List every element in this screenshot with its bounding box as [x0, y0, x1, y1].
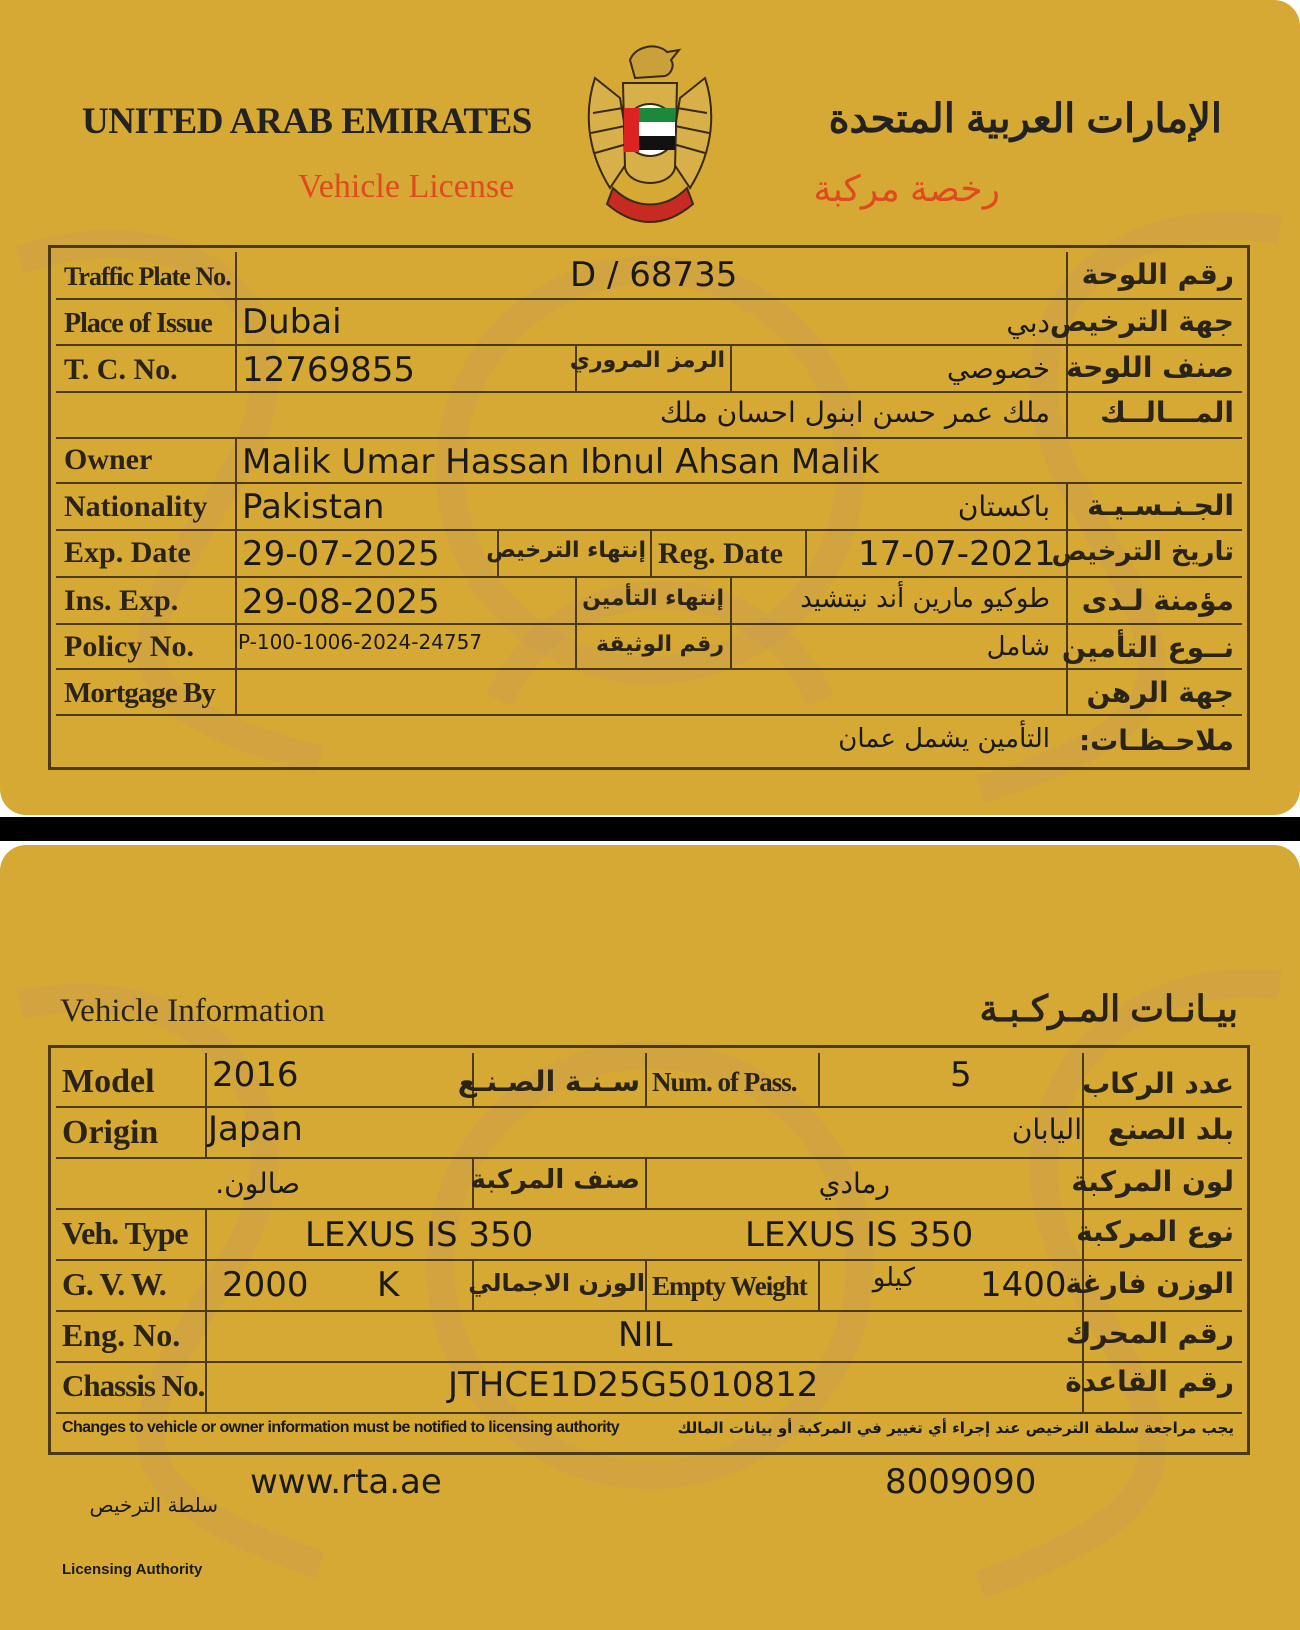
- exp-date-value: 29-07-2025: [242, 534, 440, 574]
- tc-value: 12769855: [242, 350, 416, 390]
- authority-en: Licensing Authority: [62, 1561, 203, 1578]
- passengers-label-ar: عدد الركاب: [1082, 1067, 1234, 1100]
- ins-type-label-ar: نــوع التأمين: [1061, 631, 1234, 664]
- model-value: 2016: [212, 1055, 299, 1095]
- vehicle-info-title-ar: بيـانـات المـركـبـة: [979, 988, 1238, 1029]
- nationality-value-ar: باكستان: [957, 490, 1050, 523]
- chassis-label-ar: رقم القاعدة: [1065, 1365, 1234, 1398]
- empty-weight-label-en: Empty Weight: [652, 1271, 807, 1301]
- exp-date-label-ar: إنتهاء الترخيص: [486, 538, 646, 563]
- nationality-label-ar: الجـنـسـيـة: [1087, 489, 1234, 522]
- gvw-value: 2000: [222, 1265, 309, 1305]
- empty-weight-unit-ar: كيلو: [872, 1263, 915, 1293]
- reg-date-value: 17-07-2021: [858, 534, 1056, 574]
- vehicle-info-title-en: Vehicle Information: [60, 993, 325, 1029]
- origin-label-en: Origin: [62, 1114, 159, 1151]
- notice-ar: يجب مراجعة سلطة الترخيص عند إجراء أي تغيير في المركبة أو بيانات المالك: [677, 1419, 1234, 1437]
- passengers-value: 5: [950, 1055, 972, 1095]
- license-back: [0, 845, 1300, 1630]
- nationality-label-en: Nationality: [64, 490, 208, 523]
- plate-label-ar: رقم اللوحة: [1081, 258, 1234, 291]
- vehicle-type-label-ar: نوع المركبة: [1076, 1215, 1234, 1248]
- plate-class-value-ar: خصوصي: [946, 352, 1050, 385]
- origin-label-ar: بلد الصنع: [1107, 1113, 1234, 1146]
- mortgage-label-ar: جهة الرهن: [1086, 676, 1234, 709]
- engine-label-en: Eng. No.: [62, 1317, 181, 1353]
- gvw-unit: K: [377, 1265, 400, 1305]
- insurer-value-ar: طوكيو مارين أند نيتشيد: [800, 584, 1050, 614]
- issue-label-ar: جهة الترخيص: [1049, 305, 1234, 338]
- owner-value-en: Malik Umar Hassan Ibnul Ahsan Malik: [242, 442, 880, 482]
- reg-date-label-en: Reg. Date: [658, 537, 783, 570]
- authority-ar: سلطة الترخيص: [89, 1493, 218, 1517]
- policy-label-en: Policy No.: [64, 630, 194, 663]
- empty-weight-label-ar: الوزن فارغة: [1065, 1267, 1234, 1300]
- owner-label-ar: المـــالــك: [1100, 396, 1234, 429]
- vehicle-type-label-en: Veh. Type: [62, 1215, 188, 1251]
- policy-value: P-100-1006-2024-24757: [238, 630, 483, 654]
- tc-label-en: T. C. No.: [64, 353, 178, 386]
- uae-falcon-emblem-icon: [575, 38, 725, 228]
- document-title-en: Vehicle License: [298, 168, 515, 205]
- policy-label-ar: رقم الوثيقة: [596, 632, 724, 657]
- origin-value-en: Japan: [208, 1109, 303, 1149]
- model-label-en: Model: [62, 1063, 155, 1100]
- vehicle-class-value-ar: صالون.: [215, 1167, 300, 1200]
- website-link[interactable]: www.rta.ae: [250, 1462, 442, 1502]
- vehicle-class-label-ar: صنف المركبة: [470, 1165, 640, 1195]
- vehicle-color-value-ar: رمادي: [818, 1167, 890, 1200]
- insurer-label-ar: مؤمنة لـدى: [1081, 584, 1234, 617]
- reg-date-label-ar: تاريخ الترخيص: [1051, 537, 1234, 567]
- remarks-label-ar: ملاحـظـات:: [1078, 724, 1234, 757]
- country-name-en: UNITED ARAB EMIRATES: [82, 101, 532, 142]
- ins-type-value-ar: شامل: [986, 632, 1050, 662]
- model-label-ar: سـنـة الصـنـع: [457, 1065, 640, 1098]
- country-name-ar: الإمارات العربية المتحدة: [828, 97, 1222, 141]
- owner-value-ar: ملك عمر حسن ابنول احسان ملك: [659, 396, 1050, 429]
- document-title-ar: رخصة مركبة: [813, 168, 1000, 209]
- origin-value-ar: اليابان: [1011, 1113, 1082, 1146]
- ins-exp-value: 29-08-2025: [242, 582, 440, 622]
- chassis-value: JTHCE1D25G5010812: [448, 1365, 819, 1405]
- gvw-label-en: G. V. W.: [62, 1266, 166, 1302]
- engine-label-ar: رقم المحرك: [1065, 1317, 1234, 1350]
- chassis-label-en: Chassis No.: [62, 1368, 205, 1403]
- issue-value-en: Dubai: [242, 302, 342, 342]
- passengers-label-en: Num. of Pass.: [652, 1067, 797, 1097]
- mortgage-label-en: Mortgage By: [64, 677, 215, 709]
- vehicle-type-value-en-2: LEXUS IS 350: [745, 1215, 974, 1255]
- plate-value: D / 68735: [570, 255, 738, 295]
- ins-exp-label-ar: إنتهاء التأمين: [582, 586, 724, 611]
- vehicle-color-label-ar: لون المركبة: [1071, 1165, 1234, 1198]
- plate-label-en: Traffic Plate No.: [64, 262, 231, 291]
- gvw-label-ar: الوزن الاجمالي: [468, 1269, 645, 1297]
- phone-number: 8009090: [885, 1462, 1037, 1502]
- nationality-value-en: Pakistan: [242, 487, 385, 527]
- remarks-value-ar: التأمين يشمل عمان: [838, 724, 1050, 754]
- exp-date-label-en: Exp. Date: [64, 536, 191, 569]
- vehicle-type-value-en: LEXUS IS 350: [305, 1215, 534, 1255]
- empty-weight-value: 1400: [980, 1265, 1067, 1305]
- card-divider: [0, 815, 1300, 845]
- engine-value: NIL: [618, 1315, 673, 1355]
- plate-class-label-ar: صنف اللوحة: [1066, 351, 1234, 384]
- owner-label-en: Owner: [64, 443, 153, 476]
- notice-en: Changes to vehicle or owner information must be notified to licensing authority: [62, 1419, 620, 1436]
- tc-label-ar: الرمز المروري: [569, 348, 725, 373]
- issue-value-ar: دبي: [1006, 306, 1050, 339]
- issue-label-en: Place of Issue: [64, 308, 212, 339]
- ins-exp-label-en: Ins. Exp.: [64, 584, 179, 617]
